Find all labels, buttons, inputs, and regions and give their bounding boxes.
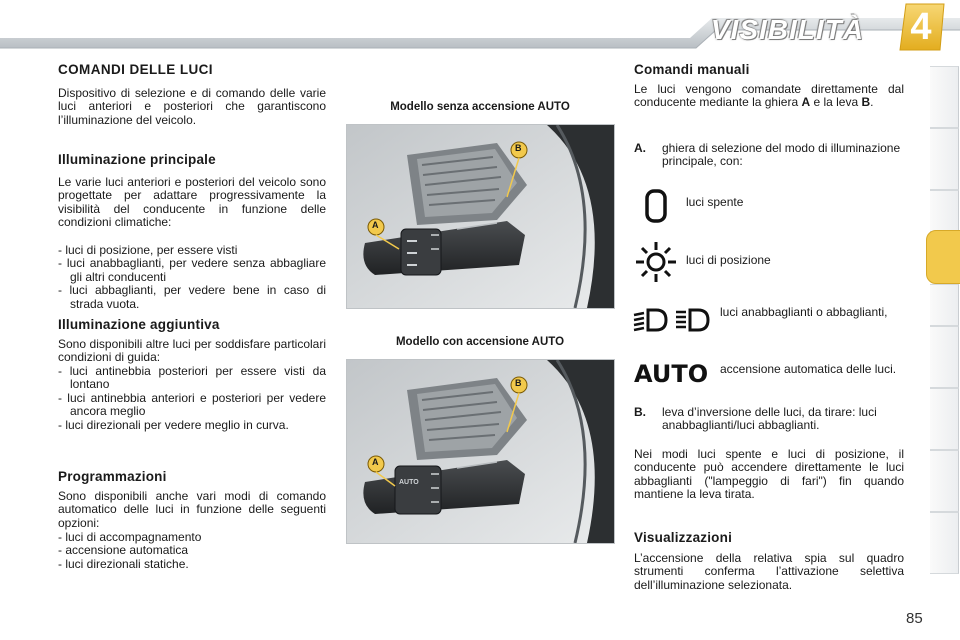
manual-controls-title: Comandi manuali bbox=[634, 62, 750, 77]
programmazioni-text: Sono disponibili anche vari modi di comando automatico delle luci in funzione delle seguenti opzioni: bbox=[58, 489, 326, 530]
flash-paragraph: Nei modi luci spente e luci di posizione, il conducente può accendere direttamente le luci abbaglianti ("lampeggio di fari") fin quando mantiene la leva tirata. bbox=[634, 447, 904, 502]
photo-stalk-without-auto bbox=[346, 124, 615, 309]
chapter-number: 4 bbox=[910, 6, 932, 48]
caption-with-auto: Modello con accensione AUTO bbox=[395, 336, 565, 348]
list-item: - luci antinebbia posteriori per essere visti da lontano bbox=[58, 364, 326, 392]
section-main-title: COMANDI DELLE LUCI bbox=[58, 62, 213, 77]
label-b-marker: B bbox=[515, 143, 522, 153]
caption-without-auto: Modello senza accensione AUTO bbox=[390, 101, 570, 113]
chapter-tab-5[interactable] bbox=[930, 284, 959, 326]
intro-ring-ref: A bbox=[801, 95, 811, 110]
visual-title: Visualizzazioni bbox=[634, 530, 733, 545]
chapter-number-badge bbox=[900, 4, 942, 50]
principale-title: Illuminazione principale bbox=[58, 152, 216, 167]
intro-lever-ref: B bbox=[861, 95, 871, 110]
auto-stalk-marking: AUTO bbox=[399, 479, 419, 486]
item-a-label: A. bbox=[634, 141, 646, 155]
aggiuntiva-text: Sono disponibili altre luci per soddisfare particolari condizioni di guida: bbox=[58, 337, 326, 365]
intro-text: . bbox=[870, 95, 874, 110]
auto-lights-label: accensione automatica delle luci. bbox=[720, 362, 897, 376]
chapter-tab-6[interactable] bbox=[930, 326, 959, 388]
aggiuntiva-list bbox=[58, 365, 326, 432]
principale-list bbox=[58, 244, 326, 311]
dipped-main-beam-icon bbox=[632, 306, 712, 334]
lights-off-icon bbox=[642, 188, 670, 224]
list-item: - luci direzionali per vedere meglio in curva. bbox=[58, 417, 289, 432]
list-item: - luci antinebbia anteriori e posteriori per vedere ancora meglio bbox=[58, 390, 326, 419]
manual-controls-intro bbox=[634, 83, 904, 110]
principale-text: Le varie luci anteriori e posteriori del veicolo sono progettate per adattare progressivamente la visibilità del conducente in funzione delle condizioni climatiche: bbox=[58, 175, 326, 230]
chapter-tab-3[interactable] bbox=[930, 190, 959, 232]
lights-off-label: luci spente bbox=[686, 195, 744, 209]
chapter-tab-8[interactable] bbox=[930, 450, 959, 512]
programmazioni-title: Programmazioni bbox=[58, 469, 167, 484]
aggiuntiva-title: Illuminazione aggiuntiva bbox=[58, 317, 220, 332]
label-a-marker: A bbox=[372, 220, 379, 230]
list-item: - luci di accompagnamento bbox=[58, 530, 202, 544]
programmazioni-list bbox=[58, 531, 326, 571]
photo-stalk-with-auto bbox=[346, 359, 615, 544]
position-lights-icon bbox=[634, 240, 678, 284]
chapter-tabs bbox=[926, 66, 960, 576]
list-item: - luci abbaglianti, per vedere bene in caso di strada vuota. bbox=[58, 283, 326, 311]
dipped-main-beam-label: luci anabbaglianti o abbaglianti, bbox=[720, 305, 888, 319]
position-lights-label: luci di posizione bbox=[686, 253, 771, 267]
chapter-tab-2[interactable] bbox=[930, 128, 959, 190]
intro-text: Le luci vengono comandate direttamente dal conducente mediante la ghiera bbox=[634, 82, 904, 110]
item-b-text: leva d’inversione delle luci, da tirare: luci anabbaglianti/luci abbaglianti. bbox=[662, 405, 877, 433]
item-a-text: ghiera di selezione del modo di illuminazione principale, con: bbox=[662, 141, 901, 169]
label-a-marker: A bbox=[372, 457, 379, 467]
label-b-marker: B bbox=[515, 378, 522, 388]
chapter-tab-4-active[interactable] bbox=[926, 230, 960, 284]
list-item: - luci direzionali statiche. bbox=[58, 556, 189, 571]
auto-lights-icon: AUTO bbox=[634, 360, 709, 388]
list-item: - luci anabbaglianti, per vedere senza abbagliare gli altri conducenti bbox=[58, 256, 326, 284]
chapter-tab-1[interactable] bbox=[930, 66, 959, 128]
intro-paragraph: Dispositivo di selezione e di comando delle varie luci anteriori e posteriori che garantiscono l’illuminazione del veicolo. bbox=[58, 86, 326, 127]
list-item: - luci di posizione, per essere visti bbox=[58, 243, 238, 257]
chapter-tab-7[interactable] bbox=[930, 388, 959, 450]
intro-text: e la leva bbox=[810, 95, 862, 110]
list-item: - accensione automatica bbox=[58, 543, 189, 558]
chapter-tab-9[interactable] bbox=[930, 512, 959, 574]
page-number: 85 bbox=[906, 610, 923, 627]
chapter-title: VISIBILITÀ bbox=[710, 14, 864, 45]
item-b-label: B. bbox=[634, 405, 646, 419]
visual-paragraph: L’accensione della relativa spia sul quadro strumenti conferma l’attivazione selettiva dell’illuminazione selezionata. bbox=[634, 551, 904, 592]
